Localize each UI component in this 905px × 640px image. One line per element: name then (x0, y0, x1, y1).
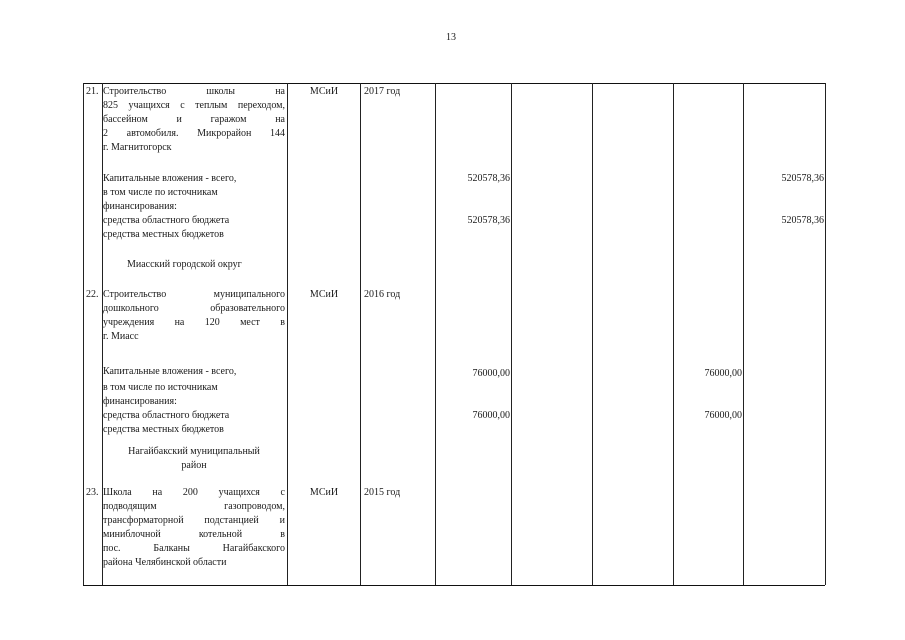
table-border-left (83, 83, 84, 585)
column-divider-year (435, 83, 436, 585)
row-number: 23. (86, 487, 99, 498)
financing-line: средства областного бюджета (103, 215, 230, 226)
regional-budget-value-2016: 76000,00 (704, 410, 742, 421)
object-name-line: Школа на 200 учащихся с (103, 487, 285, 498)
responsible-org: МСиИ (309, 86, 339, 97)
object-name-line: района Челябинской области (103, 557, 227, 568)
column-divider-org (360, 83, 361, 585)
object-name-line: миниблочной котельной в (103, 529, 285, 540)
column-divider-name (287, 83, 288, 585)
page-number: 13 (446, 32, 456, 43)
total-capital-value-2017: 520578,36 (781, 173, 824, 184)
object-name-line: бассейном и гаражом на (103, 114, 285, 125)
construction-year: 2015 год (364, 487, 401, 498)
column-divider-2016 (673, 83, 674, 585)
column-divider-total (511, 83, 512, 585)
regional-budget-value: 76000,00 (472, 410, 510, 421)
object-name-line: учреждения на 120 мест в (103, 317, 285, 328)
construction-year: 2017 год (364, 86, 401, 97)
financing-line: в том числе по источникам (103, 382, 218, 393)
financing-line: средства областного бюджета (103, 410, 230, 421)
financing-line: средства местных бюджетов (103, 229, 224, 240)
table-border-right (825, 83, 826, 585)
district-heading: район (181, 460, 207, 471)
column-divider-2015 (592, 83, 593, 585)
object-name-line: трансформаторной подстанцией и (103, 515, 285, 526)
object-name-line: Строительство муниципального (103, 289, 285, 300)
responsible-org: МСиИ (309, 487, 339, 498)
object-name-line: 2 автомобиля. Микрорайон 144 (103, 128, 285, 139)
object-name-line: 825 учащихся с теплым переходом, (103, 100, 285, 111)
regional-budget-value: 520578,36 (467, 215, 510, 226)
total-capital-value: 520578,36 (467, 173, 510, 184)
financing-line: Капитальные вложения - всего, (103, 366, 237, 377)
row-number: 22. (86, 289, 99, 300)
regional-budget-value-2017: 520578,36 (781, 215, 824, 226)
financing-line: средства местных бюджетов (103, 424, 224, 435)
financing-line: финансирования: (103, 396, 177, 407)
column-divider-2017 (743, 83, 744, 585)
district-heading: Нагайбакский муниципальный (128, 446, 260, 457)
total-capital-value-2016: 76000,00 (704, 368, 742, 379)
total-capital-value: 76000,00 (472, 368, 510, 379)
object-name-line: г. Миасс (103, 331, 139, 342)
responsible-org: МСиИ (309, 289, 339, 300)
object-name-line: г. Магнитогорск (103, 142, 172, 153)
object-name-line: Строительство школы на (103, 86, 285, 97)
construction-year: 2016 год (364, 289, 401, 300)
row-number: 21. (86, 86, 99, 97)
district-heading: Миасский городской округ (127, 259, 242, 270)
object-name-line: подводящим газопроводом, (103, 501, 285, 512)
object-name-line: пос. Балканы Нагайбакского (103, 543, 285, 554)
financing-line: финансирования: (103, 201, 177, 212)
financing-line: Капитальные вложения - всего, (103, 173, 237, 184)
financing-line: в том числе по источникам (103, 187, 218, 198)
object-name-line: дошкольного образовательного (103, 303, 285, 314)
